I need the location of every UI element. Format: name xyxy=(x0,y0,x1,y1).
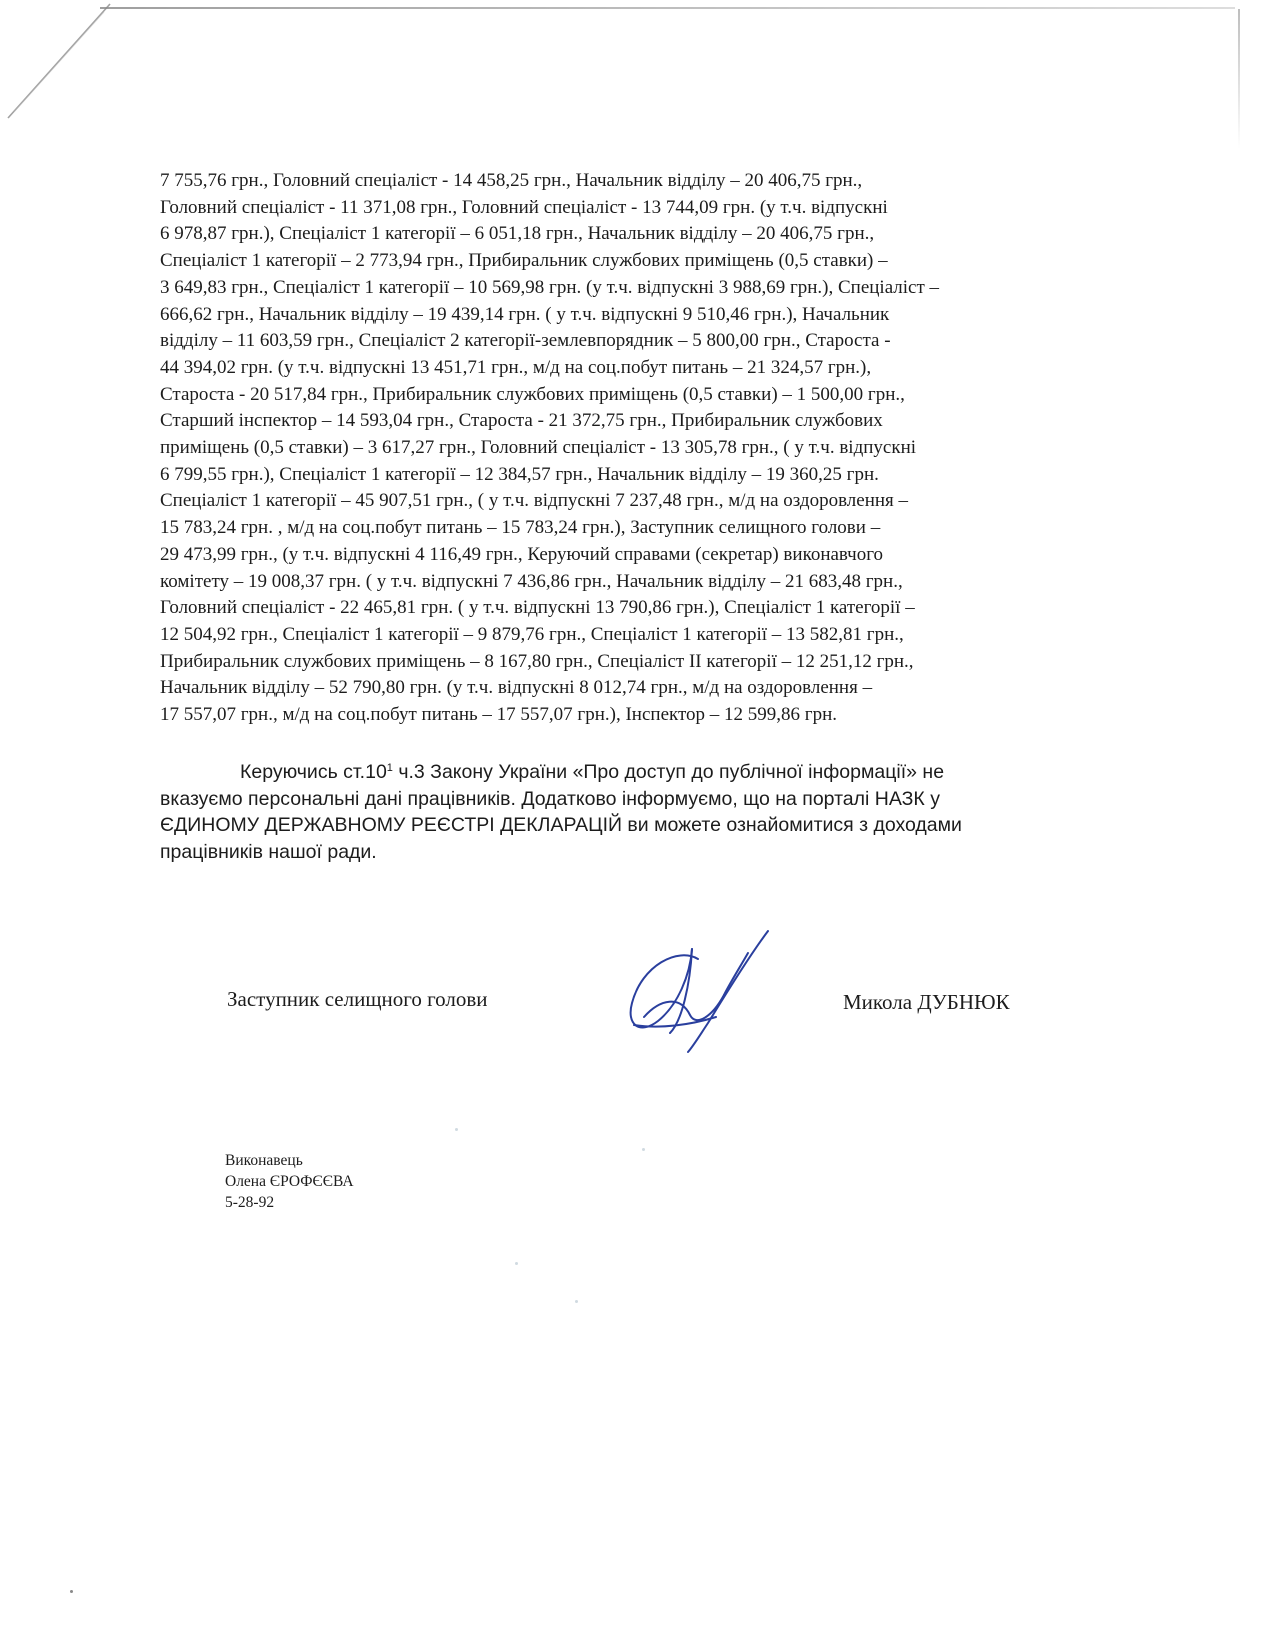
scan-speck xyxy=(575,1300,578,1303)
signatory-name: Микола ДУБНЮК xyxy=(843,990,1010,1014)
scan-fold-line xyxy=(0,0,130,140)
scan-speck xyxy=(515,1262,518,1265)
executor-block xyxy=(225,1150,354,1213)
body-line: 666,62 грн., Начальник відділу – 19 439,14 грн. ( у т.ч. відпускні 9 510,46 грн.), Начальник xyxy=(160,303,890,325)
scan-speck xyxy=(70,1590,73,1593)
body-line: приміщень (0,5 ставки) – 3 617,27 грн., Головний спеціаліст - 13 305,78 грн., ( у т.ч. відпускні xyxy=(160,437,917,459)
body-line: 29 473,99 грн., (у т.ч. відпускні 4 116,49 грн., Керуючий справами (секретар) виконавчого xyxy=(160,543,884,565)
footnote-superscript: 1 xyxy=(386,762,393,774)
body-line: Начальник відділу – 52 790,80 грн. (у т.ч. відпускні 8 012,74 грн., м/д на оздоровлення – xyxy=(160,677,873,699)
body-line: Староста - 20 517,84 грн., Прибиральник службових приміщень (0,5 ставки) – 1 500,00 грн., xyxy=(160,383,905,405)
body-line: 7 755,76 грн., Головний спеціаліст - 14 458,25 грн., Начальник відділу – 20 406,75 грн., xyxy=(160,170,863,191)
closing-line-3: ЄДИНОМУ ДЕРЖАВНОМУ РЕЄСТРІ ДЕКЛАРАЦІЙ ви можете ознайомитися з доходами xyxy=(160,814,962,837)
closing-line-4: працівників нашої ради. xyxy=(160,840,377,863)
body-line: 3 649,83 грн., Спеціаліст 1 категорії – 10 569,98 грн. (у т.ч. відпускні 3 988,69 грн.), Спеціаліст – xyxy=(160,276,940,298)
scan-edge-top xyxy=(100,7,1235,9)
letter-body xyxy=(160,168,1170,729)
body-line: 6 799,55 грн.), Спеціаліст 1 категорії – 12 384,57 грн., Начальник відділу – 19 360,25 грн. xyxy=(160,463,879,485)
scan-edge-right xyxy=(1238,9,1240,149)
body-line: Старший інспектор – 14 593,04 грн., Староста - 21 372,75 грн., Прибиральник службових xyxy=(160,410,883,432)
body-line: Головний спеціаліст - 11 371,08 грн., Головний спеціаліст - 13 744,09 грн. (у т.ч. відпускні xyxy=(160,196,888,218)
body-line: 12 504,92 грн., Спеціаліст 1 категорії – 9 879,76 грн., Спеціаліст 1 категорії – 13 582,81 грн., xyxy=(160,623,904,645)
scan-speck xyxy=(642,1148,645,1151)
body-line: 6 978,87 грн.), Спеціаліст 1 категорії – 6 051,18 грн., Начальник відділу – 20 406,75 грн., xyxy=(160,223,875,245)
body-line: Прибиральник службових приміщень – 8 167,80 грн., Спеціаліст ІІ категорії – 12 251,12 грн., xyxy=(160,650,914,672)
signatory-position: Заступник селищного голови xyxy=(227,987,488,1011)
body-line: 17 557,07 грн., м/д на соц.побут питань – 17 557,07 грн.), Інспектор – 12 599,86 грн. xyxy=(160,704,837,726)
body-line: Головний спеціаліст - 22 465,81 грн. ( у т.ч. відпускні 13 790,86 грн.), Спеціаліст 1 категорії – xyxy=(160,597,915,619)
body-line: Спеціаліст 1 категорії – 2 773,94 грн., Прибиральник службових приміщень (0,5 ставки) – xyxy=(160,250,888,272)
body-line: відділу – 11 603,59 грн., Спеціаліст 2 категорії-землевпорядник – 5 800,00 грн., Староста - xyxy=(160,330,891,352)
body-line: 15 783,24 грн. , м/д на соц.побут питань – 15 783,24 грн.), Заступник селищного голови – xyxy=(160,517,881,539)
body-line: комітету – 19 008,37 грн. ( у т.ч. відпускні 7 436,86 грн., Начальник відділу – 21 683,48 грн., xyxy=(160,570,903,592)
handwritten-signature xyxy=(620,925,780,1055)
closing-line-2: вказуємо персональні дані працівників. Додатково інформуємо, що на порталі НАЗК у xyxy=(160,787,940,810)
body-line: 44 394,02 грн. (у т.ч. відпускні 13 451,71 грн., м/д на соц.побут питань – 21 324,57 грн.), xyxy=(160,356,872,378)
closing-line-1: Керуючись $ст.10^1$ ч.3 Закону України «Про доступ до публічної інформації» не xyxy=(240,761,945,783)
executor-label: Виконавець xyxy=(225,1152,303,1169)
body-line: Спеціаліст 1 категорії – 45 907,51 грн., ( у т.ч. відпускні 7 237,48 грн., м/д на оздоровлення – xyxy=(160,490,909,512)
closing-paragraph xyxy=(160,759,1120,865)
scan-speck xyxy=(455,1128,458,1131)
executor-phone: 5-28-92 xyxy=(225,1194,275,1211)
executor-name: Олена ЄРОФЄЄВА xyxy=(225,1173,354,1190)
